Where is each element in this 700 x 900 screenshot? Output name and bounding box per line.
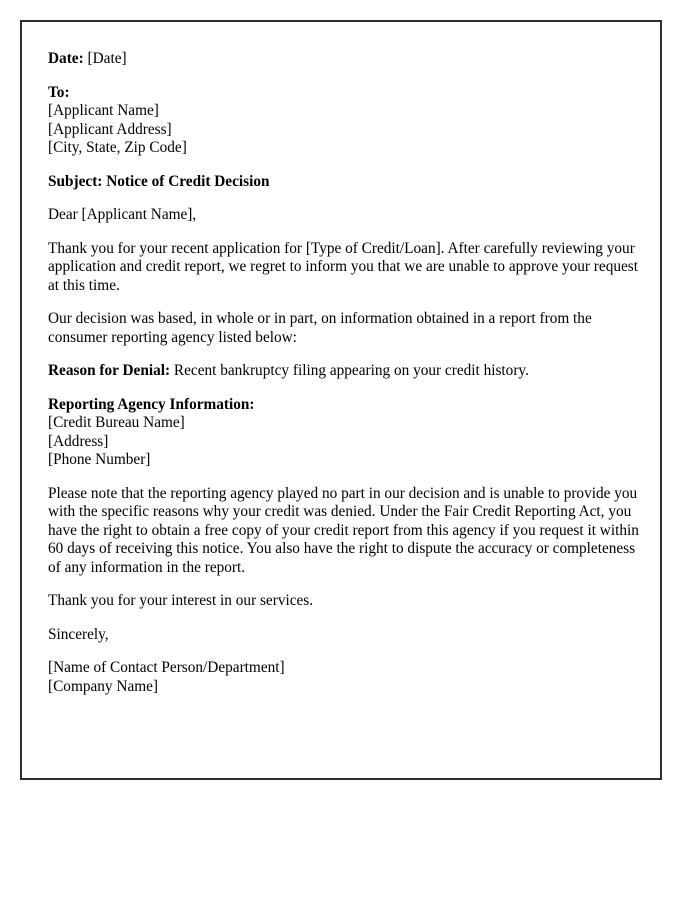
to-label: To: [48, 83, 70, 101]
recipient-name: [Applicant Name] [48, 102, 159, 119]
paragraph-intro: Thank you for your recent application for [Type of Credit/Loan]. After carefully reviewing your application and credit report, we regret to inform you that we are unable to approve your request at this time. [48, 239, 638, 294]
agency-heading: Reporting Agency Information: [48, 395, 255, 413]
date-value: [Date] [87, 50, 127, 67]
reason-line [48, 362, 650, 381]
agency-address: [Address] [48, 432, 109, 450]
subject-line [48, 173, 650, 192]
subject-text: Subject: Notice of Credit Decision [48, 172, 270, 190]
signature-contact: [Name of Contact Person/Department] [48, 659, 285, 676]
reason-label: Reason for Denial: [48, 362, 171, 379]
recipient-block [48, 84, 650, 158]
recipient-city-state-zip: [City, State, Zip Code] [48, 139, 187, 156]
paragraph-basis: Our decision was based, in whole or in part, on information obtained in a report from the consumer reporting agency listed below: [48, 310, 592, 346]
recipient-address: [Applicant Address] [48, 120, 172, 138]
signoff: Sincerely, [48, 625, 109, 643]
closing-thanks: Thank you for your interest in our services. [48, 592, 314, 609]
agency-bureau-name: [Credit Bureau Name] [48, 414, 185, 431]
reason-text: Recent bankruptcy filing appearing on your credit history. [173, 362, 529, 379]
date-label: Date: [48, 50, 84, 67]
salutation: Dear [Applicant Name], [48, 206, 197, 223]
paragraph-fcra: Please note that the reporting agency played no part in our decision and is unable to provide you with the specific reasons why your credit was denied. Under the Fair Credit Reporting Act, you have the right to obtain a free copy of your credit report from this agency if you request it within 60 days of receiving this notice. You also have the right to dispute the accuracy or completeness of any information in the report. [48, 484, 639, 576]
letter-document [20, 20, 662, 780]
signature-company: [Company Name] [48, 677, 159, 695]
agency-block [48, 396, 650, 470]
agency-phone: [Phone Number] [48, 451, 151, 468]
signature-block [48, 659, 650, 696]
date-line [48, 50, 650, 69]
